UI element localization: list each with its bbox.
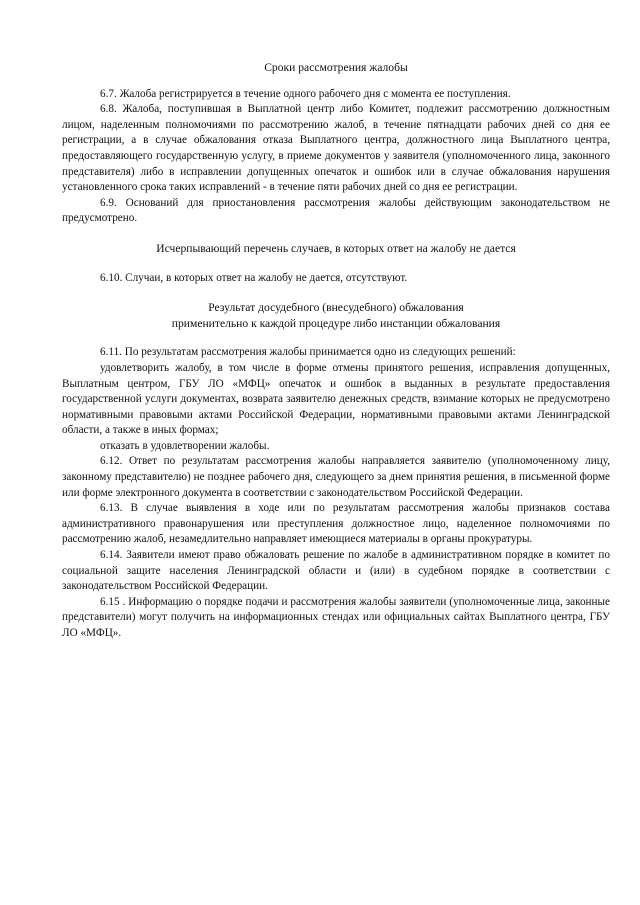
- spacer: [62, 257, 610, 271]
- paragraph-6-11: 6.11. По результатам рассмотрения жалобы принимается одно из следующих решений:: [100, 346, 516, 359]
- paragraph-6-11-satisfy: удовлетворить жалобу, в том числе в форме отмены принятого решения, исправления допущенных, Выплатным центром, ГБУ ЛО «МФЦ» опечаток и ошибок в выданных в результате предоставления государственной услуги документах, возврата заявителю денежных средств, взимание которых не предусмотрено нормативными правовыми актами Российской Федерации, нормативными правовыми актами Ленинградской области, а также в иных формах;: [62, 361, 610, 437]
- section-heading-no-answer-cases: [62, 241, 610, 257]
- paragraph-6-9: 6.9. Оснований для приостановления рассмотрения жалобы действующим законодательством не предусмотрено.: [62, 196, 610, 225]
- section-heading-review-deadlines: [62, 60, 610, 76]
- paragraph-6-7: 6.7. Жалоба регистрируется в течение одного рабочего дня с момента ее поступления.: [100, 87, 511, 100]
- heading-text: Исчерпывающий перечень случаев, в которых ответ на жалобу не дается: [156, 241, 516, 255]
- spacer: [62, 286, 610, 300]
- spacer: [62, 227, 610, 241]
- paragraph-6-12: 6.12. Ответ по результатам рассмотрения жалобы направляется заявителю (уполномоченному лицу, законному представителю) не позднее рабочего дня, следующего за днем принятия решения, в письменной форме или форме электронного документа в соответствии с законодательством Российской Федерации.: [62, 455, 610, 499]
- paragraph-6-10: 6.10. Случаи, в которых ответ на жалобу не дается, отсутствуют.: [100, 271, 408, 284]
- paragraph-6-14: 6.14. Заявители имеют право обжаловать решение по жалобе в административном порядке в комитет по социальной защите населения Ленинградской области и (или) в судебном порядке в соответствии с законодательством Российской Федерации.: [62, 549, 610, 593]
- paragraph-6-13: 6.13. В случае выявления в ходе или по результатам рассмотрения жалобы признаков состава административного правонарушения или преступления должностное лицо, наделенное полномочиями по рассмотрению жалоб, незамедлительно направляет имеющиеся материалы в органы прокуратуры.: [62, 502, 610, 546]
- section-heading-appeal-result: [62, 300, 610, 331]
- heading-line-1: Результат досудебного (внесудебного) обжалования: [208, 301, 464, 315]
- paragraph-6-11-refuse: отказать в удовлетворении жалобы.: [100, 439, 270, 452]
- paragraph-6-15: 6.15 . Информацию о порядке подачи и рассмотрения жалобы заявители (уполномоченные лица, законные представители) могут получить на информационных стендах или официальных сайтах Выплатного центра, ГБУ ЛО «МФЦ».: [62, 595, 610, 639]
- paragraph-6-8: 6.8. Жалоба, поступившая в Выплатной центр либо Комитет, подлежит рассмотрению должностным лицом, наделенным полномочиями по рассмотрению жалоб, в течение пятнадцати рабочих дней со дня ее регистрации, а в случае обжалования отказа Выплатного центра, должностного лица Выплатного центра, предоставляющего государственную услугу, в приеме документов у заявителя (уполномоченного лица, законного представителя) либо в исправлении допущенных опечаток и ошибок или в случае обжалования нарушения установленного срока таких исправлений - в течение пяти рабочих дней со дня ее регистрации.: [62, 103, 610, 194]
- heading-line-2: применительно к каждой процедуре либо инстанции обжалования: [171, 316, 501, 330]
- heading-text: Сроки рассмотрения жалобы: [264, 61, 408, 74]
- spacer: [62, 331, 610, 345]
- spacer: [62, 76, 610, 87]
